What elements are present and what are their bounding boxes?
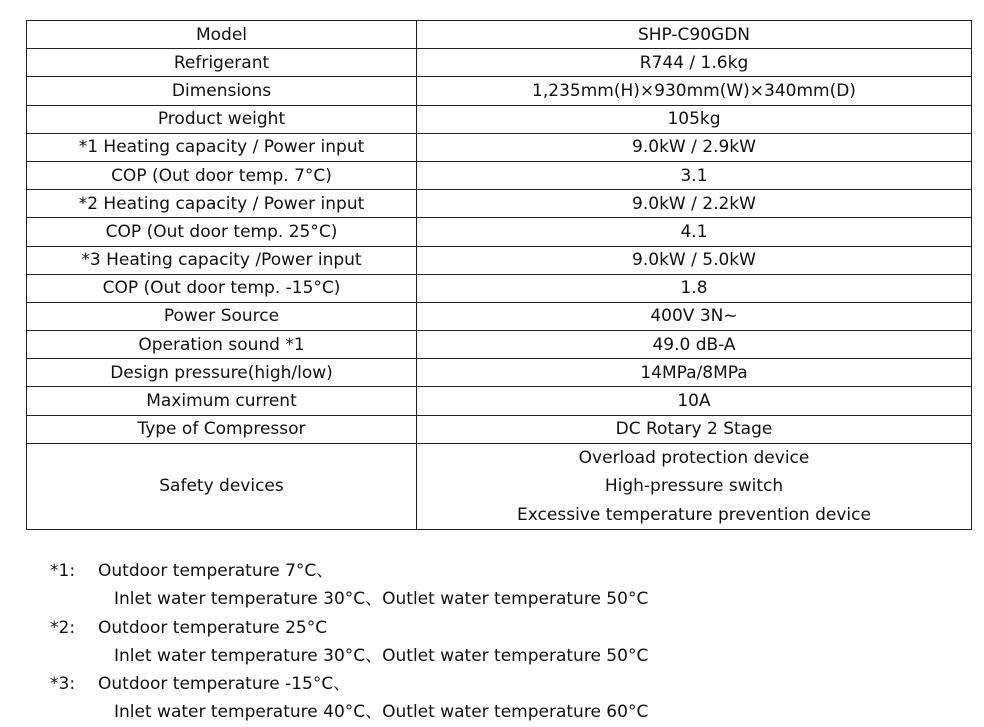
row-label: Refrigerant [27,49,417,77]
table-row [27,274,972,302]
footnote-line [50,642,648,670]
row-label: *2 Heating capacity / Power input [27,190,417,218]
footnote-line [50,670,648,698]
row-label: Product weight [27,105,417,133]
table-row [27,387,972,415]
table-row [27,49,972,77]
table-row-safety [27,443,972,529]
row-value: 14MPa/8MPa [417,359,972,387]
row-value: 9.0kW / 2.2kW [417,190,972,218]
row-label: Dimensions [27,77,417,105]
row-label: Operation sound *1 [27,331,417,359]
table-row [27,77,972,105]
row-label: COP (Out door temp. 7°C) [27,161,417,189]
row-label: COP (Out door temp. 25°C) [27,218,417,246]
row-value: 1.8 [417,274,972,302]
table-row [27,133,972,161]
table-row [27,161,972,189]
footnote-line [50,585,648,613]
table-row [27,21,972,49]
row-label: COP (Out door temp. -15°C) [27,274,417,302]
row-value: 400V 3N~ [417,302,972,330]
row-value: R744 / 1.6kg [417,49,972,77]
row-label: *3 Heating capacity /Power input [27,246,417,274]
safety-values [417,443,972,529]
table-row [27,105,972,133]
row-label: Power Source [27,302,417,330]
footnote-text: Outdoor temperature -15°C、 [98,674,351,695]
footnote-line [50,698,648,726]
footnote-mark: *1: [50,561,76,581]
row-value: 49.0 dB-A [417,331,972,359]
table-row [27,218,972,246]
row-value: 10A [417,387,972,415]
spec-table [26,20,972,530]
footnote-line [50,557,648,585]
table-row [27,359,972,387]
row-value: 105kg [417,105,972,133]
table-row [27,415,972,443]
footnote-text: Outdoor temperature 7°C、 [98,561,334,581]
table-row [27,190,972,218]
footnote-text: Outdoor temperature 25°C [98,617,328,638]
row-value: 1,235mm(H)×930mm(W)×340mm(D) [417,77,972,105]
row-value: SHP-C90GDN [417,21,972,49]
row-value: 9.0kW / 5.0kW [417,246,972,274]
table-row [27,246,972,274]
footnote-text: Inlet water temperature 40°C、Outlet water temperature 60°C [114,702,649,723]
safety-device: Excessive temperature prevention device [517,504,871,525]
footnote-text: Inlet water temperature 30°C、Outlet water temperature 50°C [114,645,649,666]
row-value: 3.1 [417,161,972,189]
row-label: Maximum current [27,387,417,415]
footnote-text: Inlet water temperature 30°C、Outlet water temperature 50°C [114,589,649,610]
footnotes [50,557,648,727]
row-value: 9.0kW / 2.9kW [417,133,972,161]
safety-label: Safety devices [27,443,417,529]
footnote-mark: *2: [50,617,76,638]
row-label: Design pressure(high/low) [27,359,417,387]
row-label: Type of Compressor [27,415,417,443]
footnote-mark: *3: [50,674,76,695]
row-value: 4.1 [417,218,972,246]
row-label: Model [27,21,417,49]
safety-device: High-pressure switch [604,476,784,497]
footnote-line [50,614,648,642]
row-label: *1 Heating capacity / Power input [27,133,417,161]
safety-device: Overload protection device [578,447,810,468]
table-row [27,331,972,359]
row-value: DC Rotary 2 Stage [417,415,972,443]
table-row [27,302,972,330]
